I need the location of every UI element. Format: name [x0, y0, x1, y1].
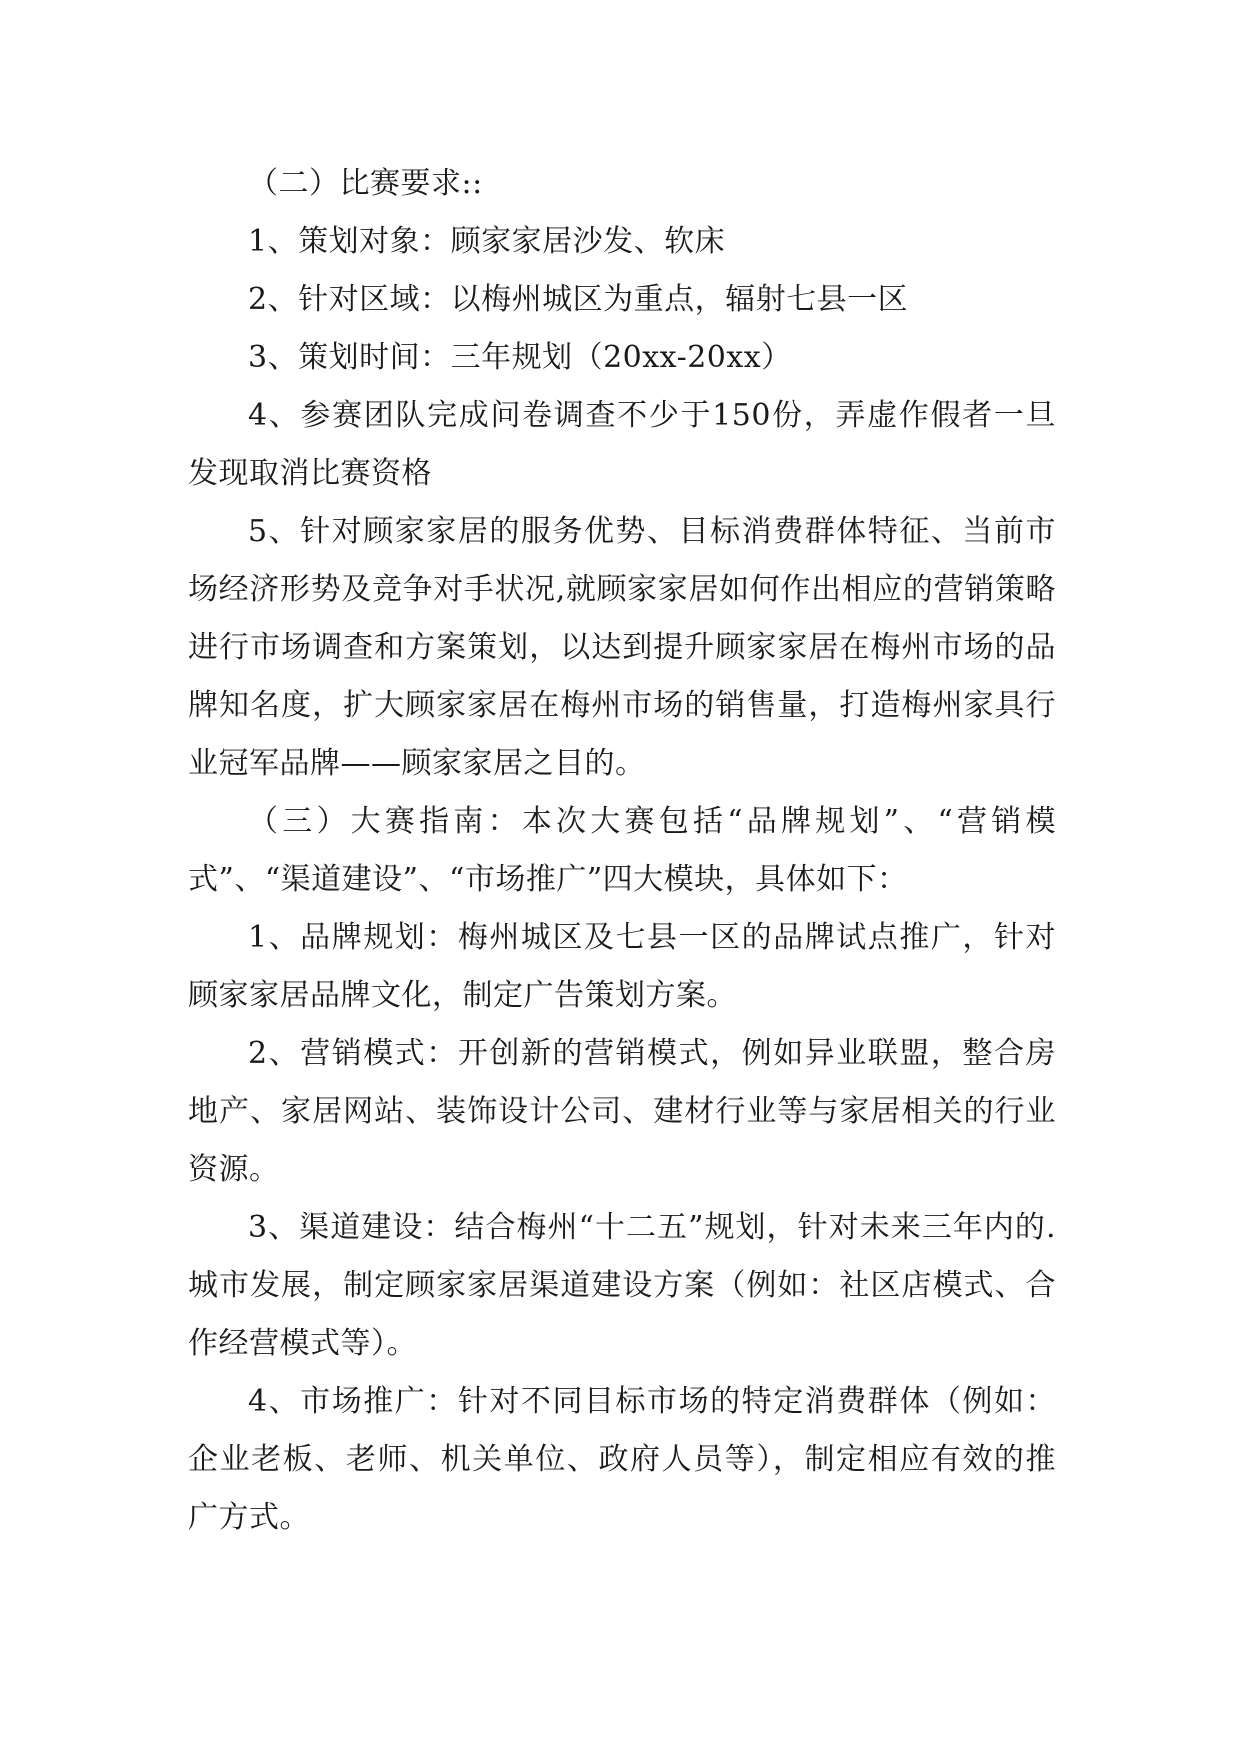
requirement-item-4: 4、参赛团队完成问卷调查不少于150份，弄虚作假者一旦发现取消比赛资格 [188, 398, 1056, 491]
section-heading-guide: （三）大赛指南：本次大赛包括“品牌规划”、“营销模式”、“渠道建设”、“市场推广”四大模块，具体如下： [188, 804, 1056, 897]
guide-item-2: 2、营销模式：开创新的营销模式，例如异业联盟，整合房地产、家居网站、装饰设计公司、建材行业等与家居相关的行业资源。 [188, 1036, 1056, 1187]
guide-item-3: 3、渠道建设：结合梅州“十二五”规划，针对未来三年内的.城市发展，制定顾家家居渠道建设方案（例如：社区店模式、合作经营模式等）。 [188, 1210, 1056, 1361]
requirement-item-1: 1、策划对象：顾家家居沙发、软床 [248, 224, 726, 259]
requirement-item-3: 3、策划时间：三年规划（20xx-20xx） [248, 340, 792, 375]
guide-item-1: 1、品牌规划：梅州城区及七县一区的品牌试点推广，针对顾家家居品牌文化，制定广告策划方案。 [188, 920, 1056, 1013]
requirement-item-2: 2、针对区域：以梅州城区为重点，辐射七县一区 [248, 282, 909, 317]
guide-item-4: 4、市场推广：针对不同目标市场的特定消费群体（例如：企业老板、老师、机关单位、政府人员等），制定相应有效的推广方式。 [188, 1384, 1056, 1535]
document-body [188, 155, 1056, 1547]
section-heading-requirements: （二）比赛要求:: [248, 166, 483, 201]
requirement-item-5: 5、针对顾家家居的服务优势、目标消费群体特征、当前市场经济形势及竞争对手状况,就顾家家居如何作出相应的营销策略进行市场调查和方案策划，以达到提升顾家家居在梅州市场的品牌知名度，扩大顾家家居在梅州市场的销售量，打造梅州家具行业冠军品牌——顾家家居之目的。 [188, 514, 1056, 781]
